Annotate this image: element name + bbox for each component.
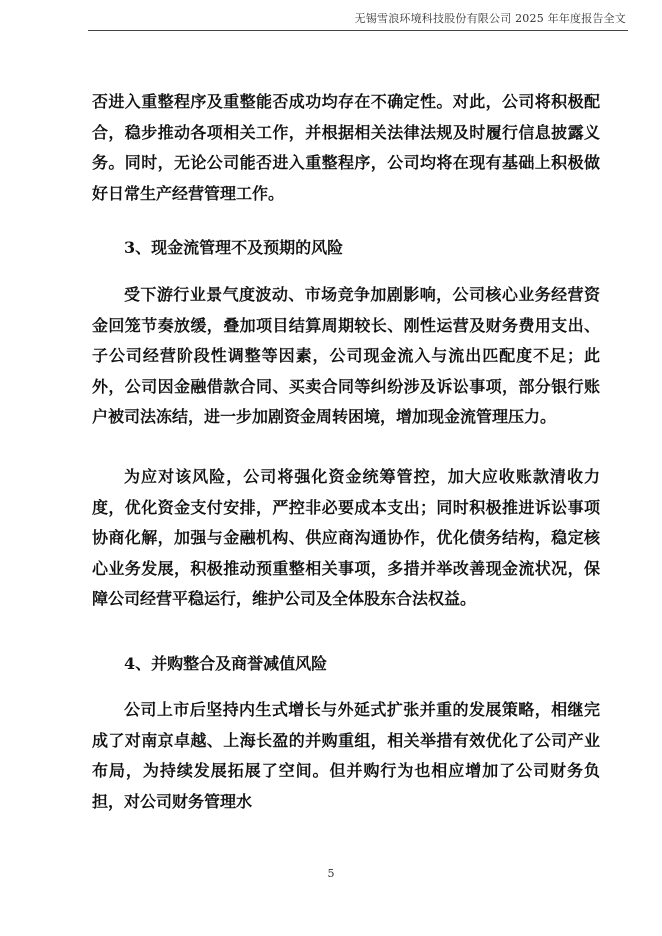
paragraph-continuation: 否进入重整程序及重整能否成功均存在不确定性。对此，公司将积极配合，稳步推动各项相关工作，并根据相关法律法规及时履行信息披露义务。同时，无论公司能否进入重整程序，公司均将在现有基础上积极做好日常生产经营管理工作。 (92, 92, 600, 203)
section-heading-merger-goodwill-risk: 4、并购整合及商誉减值风险 (124, 654, 328, 673)
header-divider (88, 30, 628, 31)
paragraph-cash-flow-response: 为应对该风险，公司将强化资金统筹管控，加大应收账款清收力度，优化资金支付安排，严控非必要成本支出；同时积极推进诉讼事项协商化解，加强与金融机构、供应商沟通协作，优化债务结构，稳定核心业务发展，积极推动预重整相关事项，多措并举改善现金流状况，保障公司经营平稳运行，维护公司及全体股东合法权益。 (92, 467, 600, 609)
report-header-title: 无锡雪浪环境科技股份有限公司 2025 年年度报告全文 (354, 12, 626, 25)
paragraph-cash-flow-cause: 受下游行业景气度波动、市场竞争加剧影响，公司核心业务经营资金回笼节奏放缓，叠加项目结算周期较长、刚性运营及财务费用支出、子公司经营阶段性调整等因素，公司现金流入与流出匹配度不足；此外，公司因金融借款合同、买卖合同等纠纷涉及诉讼事项，部分银行账户被司法冻结，进一步加剧资金周转困境，增加现金流管理压力。 (92, 285, 600, 427)
paragraph-merger-goodwill: 公司上市后坚持内生式增长与外延式扩张并重的发展策略，相继完成了对南京卓越、上海长盈的并购重组，相关举措有效优化了公司产业布局，为持续发展拓展了空间。但并购行为也相应增加了公司财务负担，对公司财务管理水 (92, 700, 600, 811)
page-number: 5 (327, 867, 335, 880)
section-heading-cash-flow-risk: 3、现金流管理不及预期的风险 (124, 238, 344, 257)
